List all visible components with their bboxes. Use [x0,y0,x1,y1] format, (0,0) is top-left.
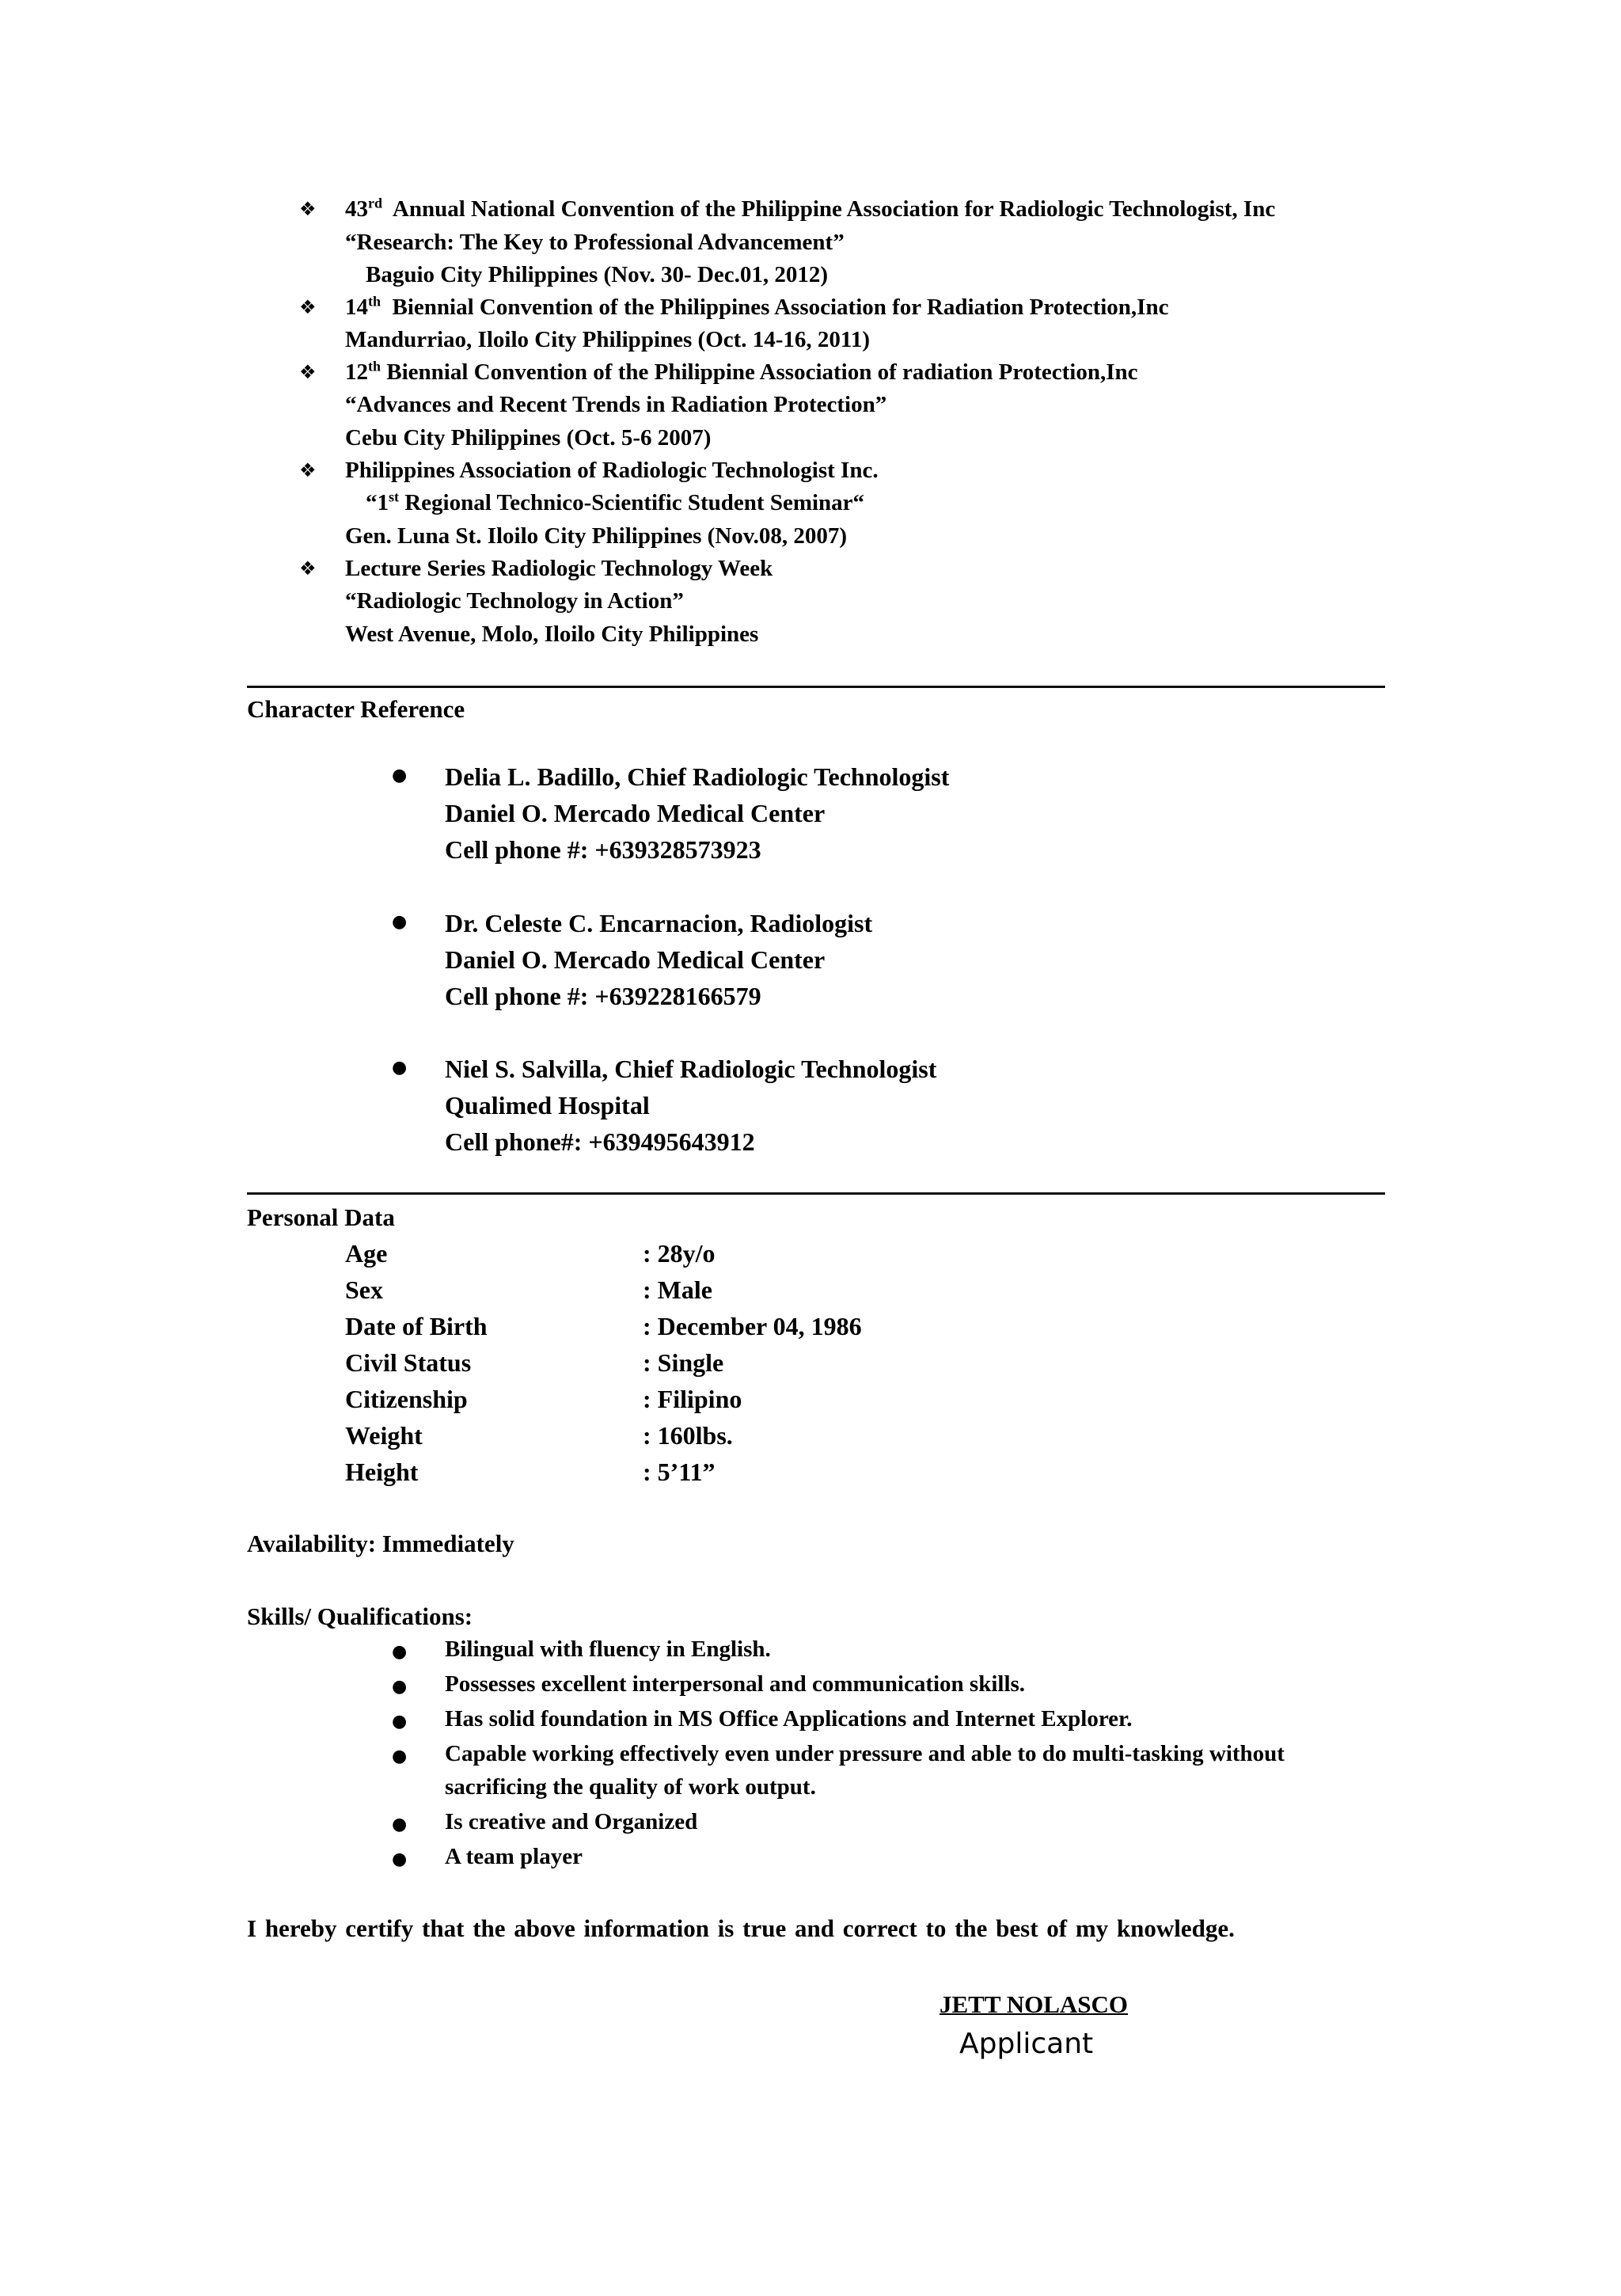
seminar-2-line: Mandurriao, Iloilo City Philippines (Oct. 14-16, 2011) [345,327,870,352]
skill-item: Capable working effectively even under pressure and able to do multi-tasking without [445,1741,1285,1766]
personal-data-value: : Single [643,1348,724,1377]
seminar-1-title: 43rd Annual National Convention of the Philippine Association for Radiologic Technologist, Inc [345,195,1276,222]
diamond-bullet-icon: ❖ [299,198,317,220]
seminar-4-title: Philippines Association of Radiologic Technologist Inc. [345,458,879,483]
certification-statement: I hereby certify that the above information is true and correct to the best of my knowledge. [247,1914,1235,1942]
personal-data-label: Sex [345,1275,383,1304]
bullet-icon: ● [392,766,408,785]
reference-name: Dr. Celeste C. Encarnacion, Radiologist [445,909,873,937]
personal-data-label: Civil Status [345,1348,472,1377]
personal-data-heading: Personal Data [247,1203,395,1231]
skill-item: Is creative and Organized [445,1809,698,1834]
personal-data-label: Age [345,1239,388,1268]
bullet-icon: ● [392,1849,408,1869]
personal-data-value: : December 04, 1986 [643,1312,862,1340]
personal-data-value: : 28y/o [643,1239,716,1268]
bullet-icon: ● [392,1815,408,1834]
reference-phone: Cell phone #: +639228166579 [445,982,761,1010]
seminar-2-title: 14th Biennial Convention of the Philippines Association for Radiation Protection,Inc [345,293,1169,320]
bullet-icon: ● [392,912,408,932]
bullet-icon: ● [392,1712,408,1732]
bullet-icon: ● [392,1058,408,1078]
reference-name: Niel S. Salvilla, Chief Radiologic Technologist [445,1055,937,1083]
section-divider [247,1192,1385,1195]
seminar-5-line: West Avenue, Molo, Iloilo City Philippines [345,622,759,647]
reference-name: Delia L. Badillo, Chief Radiologic Technologist [445,762,950,791]
skill-item: Has solid foundation in MS Office Applications and Internet Explorer. [445,1706,1133,1732]
signature-name: JETT NOLASCO [940,1990,1129,2018]
personal-data-value: : Male [643,1275,712,1304]
reference-organization: Daniel O. Mercado Medical Center [445,799,826,827]
seminar-5-line: “Radiologic Technology in Action” [345,588,684,614]
bullet-icon: ● [392,1642,408,1662]
skills-heading: Skills/ Qualifications: [247,1602,473,1630]
seminar-5-title: Lecture Series Radiologic Technology Week [345,556,773,581]
reference-organization: Daniel O. Mercado Medical Center [445,945,826,974]
bullet-icon: ● [392,1747,408,1766]
reference-phone: Cell phone#: +639495643912 [445,1127,755,1156]
personal-data-value: : Filipino [643,1385,742,1413]
skill-item: Bilingual with fluency in English. [445,1636,771,1662]
personal-data-label: Date of Birth [345,1312,488,1340]
personal-data-value: : 5’11” [643,1458,716,1486]
availability: Availability: Immediately [247,1530,514,1557]
seminar-3-line: Cebu City Philippines (Oct. 5-6 2007) [345,425,712,450]
skill-item: A team player [445,1844,583,1869]
reference-organization: Qualimed Hospital [445,1091,650,1119]
diamond-bullet-icon: ❖ [299,557,317,580]
diamond-bullet-icon: ❖ [299,361,317,383]
personal-data-label: Height [345,1458,419,1486]
personal-data-label: Weight [345,1421,423,1450]
seminar-4-line: Gen. Luna St. Iloilo City Philippines (Nov.08, 2007) [345,523,848,549]
skill-item: Possesses excellent interpersonal and communication skills. [445,1671,1026,1697]
seminar-4-line: “1st Regional Technico-Scientific Student Seminar“ [366,488,865,515]
personal-data-value: : 160lbs. [643,1421,733,1450]
diamond-bullet-icon: ❖ [299,296,317,318]
section-divider [247,686,1385,688]
signature-role: Applicant [959,2028,1094,2060]
seminar-1-line: Baguio City Philippines (Nov. 30- Dec.01, 2012) [366,262,829,287]
character-reference-heading: Character Reference [247,695,465,723]
seminar-3-line: “Advances and Recent Trends in Radiation Protection” [345,392,887,417]
personal-data-label: Citizenship [345,1385,468,1413]
skill-item-continued: sacrificing the quality of work output. [445,1774,816,1800]
seminar-3-title: 12th Biennial Convention of the Philippine Association of radiation Protection,Inc [345,358,1138,385]
diamond-bullet-icon: ❖ [299,459,317,481]
reference-phone: Cell phone #: +639328573923 [445,835,761,864]
seminar-1-line: “Research: The Key to Professional Advancement” [345,230,845,255]
bullet-icon: ● [392,1677,408,1697]
